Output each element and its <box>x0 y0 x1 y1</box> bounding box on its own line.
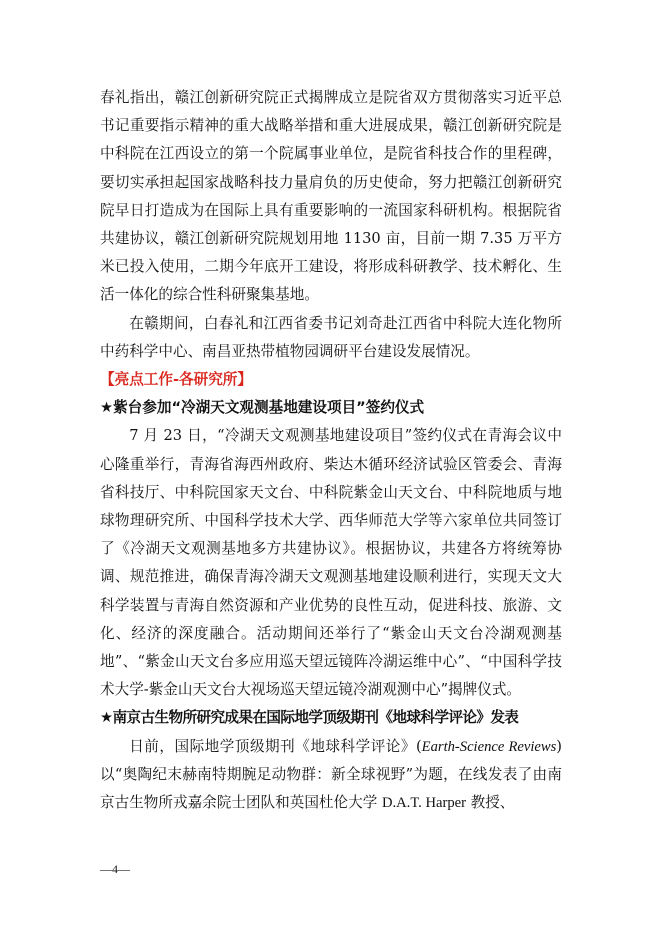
news-body-nigpas <box>100 733 562 818</box>
news-title-nigpas: ★南京古生物所研究成果在国际地学顶级期刊《地球科学评论》发表 <box>100 709 519 727</box>
paragraph-visit: 在赣期间，白春礼和江西省委书记刘奇赴江西省中科院大连化物所中药科学中心、南昌亚热带植物园调研平台建设发展情况。 <box>100 314 562 360</box>
news-body-middle: )以“奥陶纪末赫南特期腕足动物群：新全球视野”为题，在线发表了由南京古生物所戎嘉余院士团队和英国杜伦大学 <box>100 737 562 812</box>
journal-name-english: Earth-Science Reviews <box>421 738 557 755</box>
page-number: —4— <box>100 862 130 876</box>
news-body-purple-mountain: 7 月 23 日，“冷湖天文观测基地建设项目”签约仪式在青海会议中心隆重举行，青海省海西州政府、柴达木循环经济试验区管委会、青海省科技厅、中科院国家天文台、中科院紫金山天文台、中科院地质与地球物理研究所、中国科学技术大学、西华师范大学等六家单位共同签订了《冷湖天文观测基地多方共建协议》。根据协议，共建各方将统筹协调、规范推进，确保青海冷湖天文观测基地建设顺利进行，实现天文大科学装置与青海自然资源和产业优势的良性互动，促进科技、旅游、文化、经济的深度融合。活动期间还举行了“紫金山天文台冷湖观测基地”、“紫金山天文台多应用巡天望远镜阵冷湖运维中心”、“中国科学技术大学-紫金山天文台大视场巡天望远镜冷湖观测中心”揭牌仪式。 <box>100 427 562 699</box>
news-body-tail: 教授、 <box>470 794 515 812</box>
news-title-purple-mountain: ★紫台参加“冷湖天文观测基地建设项目”签约仪式 <box>100 399 425 417</box>
scientist-name: D.A.T. Harper <box>381 795 466 812</box>
page-content <box>100 84 562 817</box>
section-heading: 【亮点工作-各研究所】 <box>100 371 252 389</box>
news-body-intro: 日前，国际地学顶级期刊《地球科学评论》( <box>129 737 422 755</box>
paragraph-continued: 春礼指出，赣江创新研究院正式揭牌成立是院省双方贯彻落实习近平总书记重要指示精神的重大战略举措和重大进展成果，赣江创新研究院是中科院在江西设立的第一个院属事业单位，是院省科技合作的里程碑，要切实承担起国家战略科技力量肩负的历史使命，努力把赣江创新研究院早日打造成为在国际上具有重要影响的一流国家科研机构。根据院省共建协议，赣江创新研究院规划用地 1130 亩，目前一期 7.35 万平方米已投入使用，二期今年底开工建设，将形成科研教学、技术孵化、生活一体化的综合性科研聚集基地。 <box>100 89 562 304</box>
